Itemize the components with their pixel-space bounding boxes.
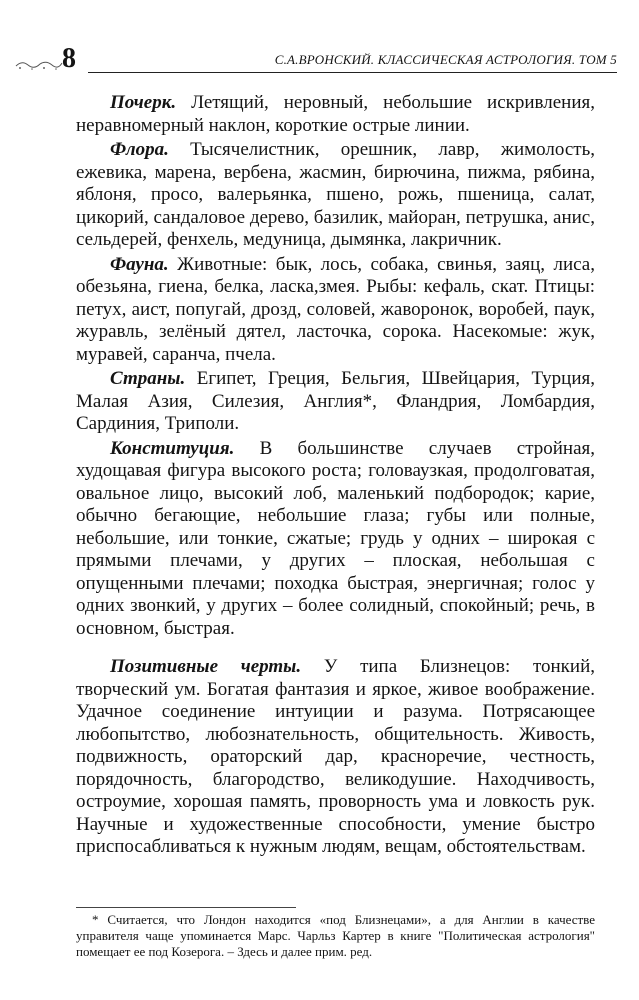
paragraph-handwriting bbox=[76, 92, 595, 137]
paragraph-label: Флора. bbox=[110, 139, 169, 160]
decorative-ornament-icon bbox=[14, 56, 64, 72]
paragraph-label: Фауна. bbox=[110, 253, 169, 275]
page-header bbox=[0, 38, 639, 78]
footnote: * Считается, что Лондон находится «под Близнецами», а для Англии в качестве управителя чаще упоминается Марс. Чарльз Картер в книге "Политическая астрология" помещает ее под Козерога. – Здесь и далее прим. ред. bbox=[76, 912, 595, 959]
paragraph-label: Позитивные черты. bbox=[110, 656, 302, 677]
paragraph-constitution bbox=[76, 438, 595, 641]
paragraph-positive-traits bbox=[76, 656, 595, 859]
header-divider bbox=[88, 72, 617, 73]
paragraph-text: У типа Близнецов: тонкий, творческий ум. Богатая фантазия и яркое, живое воображение. Удачное соединение интуиции и разума. Потрясающее любопытство, любознательность, общительность. Живость, подвижность, ораторский дар, красноречие, честность, порядочность, благородство, великодушие. Находчивость, остроумие, хорошая память, проворность ума и ловкость рук. Научные и художественные способности, умение быстро приспосабливаться к нужным людям, вещам, обстоятельствам. bbox=[76, 656, 596, 857]
paragraph-label: Страны. bbox=[110, 368, 186, 389]
paragraph-label: Почерк. bbox=[110, 92, 177, 113]
paragraph-text: Тысячелистник, орешник, лавр, жимолость, ежевика, марена, вербена, жасмин, бирючина, пижма, рябина, яблоня, просо, валерьянка, пшено, рожь, пшеница, салат, цикорий, сандаловое дерево, базилик, майоран, петрушка, анис, сельдерей, фенхель, медуница, дымянка, лакричник. bbox=[76, 139, 596, 250]
paragraph-flora bbox=[76, 139, 595, 252]
paragraph-countries bbox=[76, 368, 595, 436]
page-number: 8 bbox=[62, 43, 76, 74]
paragraph-text: Летящий, неровный, небольшие искривления, неравномерный наклон, короткие острые линии. bbox=[76, 92, 595, 136]
paragraph-label: Конституция. bbox=[110, 437, 235, 459]
main-text bbox=[76, 92, 595, 861]
footnote-divider bbox=[76, 907, 296, 908]
paragraph-text: Животные: бык, лось, собака, свинья, заяц, лиса, обезьяна, гиена, белка, ласка,змея. Рыбы: кефаль, скат. Птицы: петух, аист, попугай, дрозд, соловей, жаворонок, воробей, паук, журавль, зелёный дятел, ласточка, сорока. Насекомые: жук, муравей, саранча, пчела. bbox=[76, 253, 595, 365]
paragraph-text: Египет, Греция, Бельгия, Швейцария, Турция, Малая Азия, Силезия, Англия*, Фландрия, Ломбардия, Сардиния, Триполи. bbox=[76, 368, 595, 434]
paragraph-fauna bbox=[76, 254, 595, 367]
running-head: С.А.ВРОНСКИЙ. КЛАССИЧЕСКАЯ АСТРОЛОГИЯ. ТОМ 5 bbox=[274, 52, 617, 67]
paragraph-text: В большинстве случаев стройная, худощавая фигура высокого роста; головаузкая, продолговатая, овальное лицо, высокий лоб, маленький подбородок; карие, обычно бегающие, небольшие глаза; губы или полные, небольшие, или тонкие, сжатые; грудь у одних – широкая с прямыми плечами, у других – плоская, небольшая с опущенными плечами; походка быстрая, энергичная; голос у одних звонкий, у других – более солидный, спокойный; речь, в основном, быстрая. bbox=[76, 437, 596, 639]
